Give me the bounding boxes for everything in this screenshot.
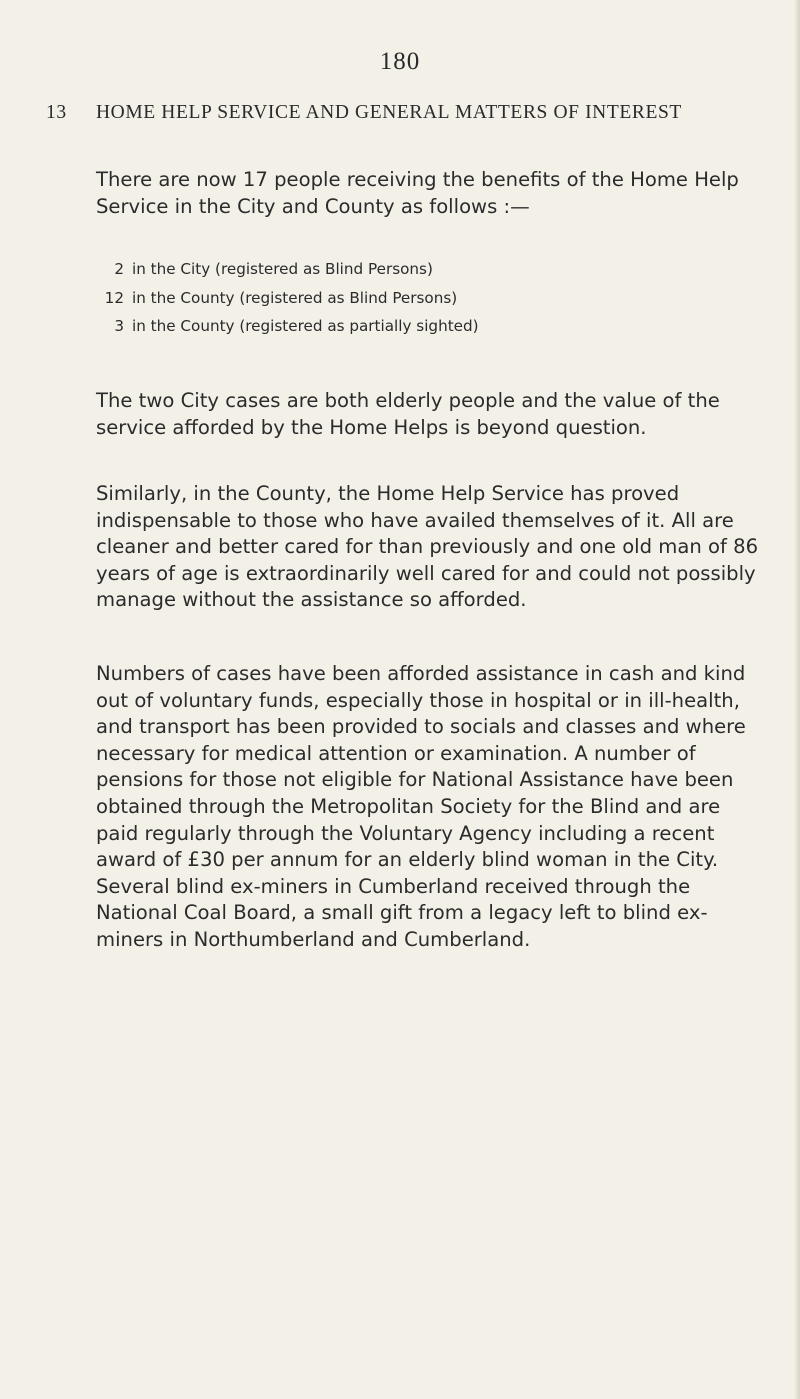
- section-number: 13: [46, 102, 67, 123]
- page-number: 180: [379, 48, 421, 75]
- list-item: [96, 284, 761, 313]
- paragraph-county: Similarly, in the County, the Home Help Service has proved indispensable to those who have availed themselves of it. All are cleaner and better cared for than previously and one old man of 86 years of age is extraordinarily well cared for and could not possibly manage without the assistance so afforded.: [96, 482, 759, 612]
- list-item-description: in the County (registered as partially sighted): [132, 317, 479, 335]
- list-item-count: 3: [114, 317, 124, 335]
- paragraph-assistance: Numbers of cases have been afforded assistance in cash and kind out of voluntary funds, especially those in hospital or in ill-health, and transport has been provided to socials and classes and where necessary for medical attention or examination. A number of pensions for those not eligible for National Assistance have been obtained through the Metropolitan Society for the Blind and are paid regularly through the Voluntary Agency including a recent award of £30 per annum for an elderly blind woman in the City. Several blind ex-miners in Cumberland received through the National Coal Board, a small gift from a legacy left to blind ex-miners in Northumberland and Cumberland.: [96, 662, 746, 951]
- list-item: [96, 312, 761, 341]
- list-item-count: 2: [114, 260, 124, 278]
- list-item-description: in the County (registered as Blind Persons): [132, 288, 458, 307]
- section-heading: [46, 100, 766, 125]
- section-title: HOME HELP SERVICE AND GENERAL MATTERS OF INTEREST: [96, 102, 682, 123]
- list-item: [96, 255, 761, 284]
- paragraph-intro: There are now 17 people receiving the benefits of the Home Help Service in the City and County as follows :—: [96, 168, 739, 218]
- paragraph-city-cases: The two City cases are both elderly people and the value of the service afforded by the Home Helps is beyond question.: [96, 389, 720, 439]
- list-item-description: in the City (registered as Blind Persons): [132, 260, 433, 278]
- page-edge-shadow: [794, 0, 800, 1399]
- list-item-count: 12: [104, 288, 124, 307]
- breakdown-list: [96, 255, 761, 341]
